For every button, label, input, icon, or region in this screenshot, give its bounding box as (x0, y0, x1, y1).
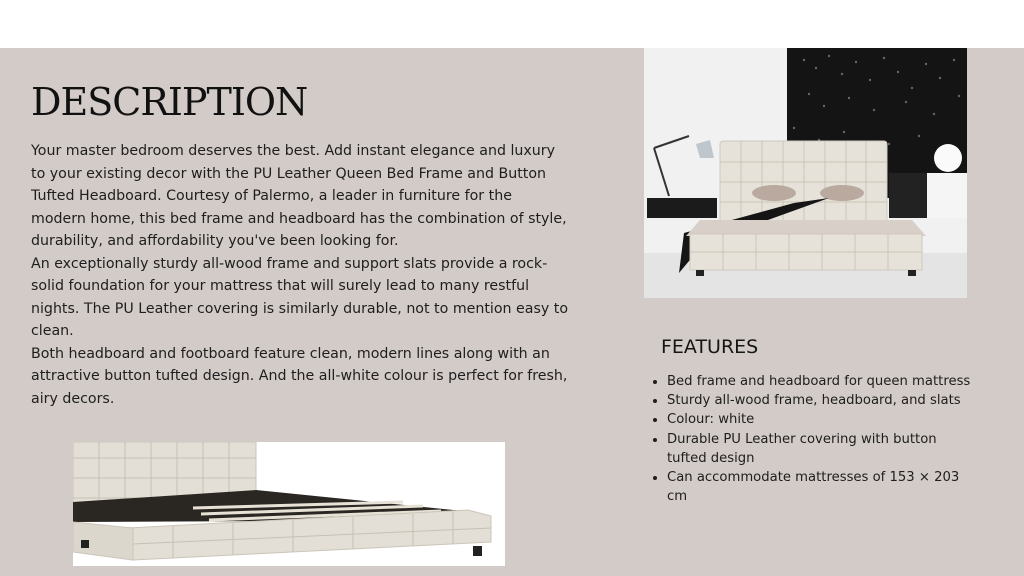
bed-frame-photo (73, 442, 505, 566)
description-paragraph: Both headboard and footboard feature clean, modern lines along with an attractive button tufted design. And the all-white colour is perfect for fresh, airy decors. (31, 345, 568, 407)
description-paragraph: Your master bedroom deserves the best. Add instant elegance and luxury to your existing decor with the PU Leather Queen Bed Frame and Button Tufted Headboard. Courtesy of Palermo, a leader in furniture for the modern home, this bed frame and headboard has the combination of style, durability, and affordability you've been looking for. (31, 143, 567, 249)
description-title: DESCRIPTION (31, 80, 308, 124)
list-item: • Sturdy all-wood frame, headboard, and slats (667, 391, 972, 410)
list-item: • Can accommodate mattresses of 153 × 203 cm (667, 468, 972, 506)
list-item: • Colour: white (667, 410, 972, 429)
description-text (31, 140, 571, 410)
list-item: • Bed frame and headboard for queen mattress (667, 372, 972, 391)
description-paragraph: An exceptionally sturdy all-wood frame and support slats provide a rock-solid foundation for your mattress that will surely lead to many restful nights. The PU Leather covering is similarly durable, not to mention easy to clean. (31, 255, 569, 339)
features-title: FEATURES (661, 336, 759, 358)
list-item: • Durable PU Leather covering with button tufted design (667, 430, 972, 468)
features-list (650, 372, 972, 506)
bed-room-photo (644, 48, 967, 298)
